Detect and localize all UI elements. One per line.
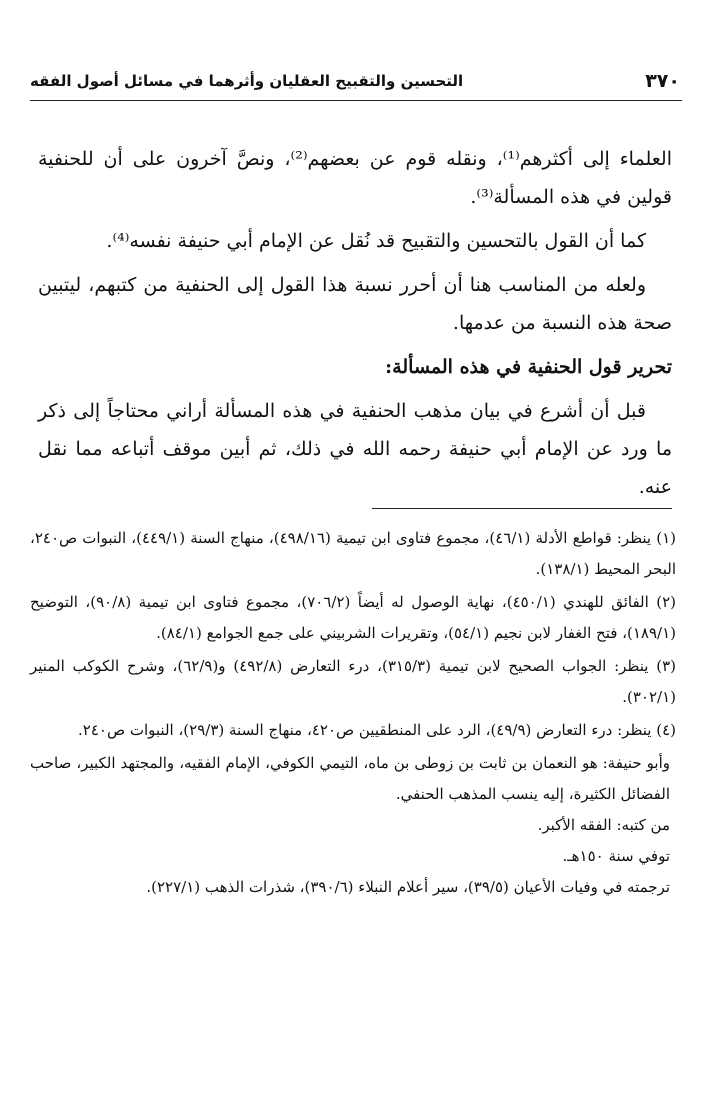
header-rule <box>30 100 682 101</box>
section-subheading: تحرير قول الحنفية في هذه المسألة: <box>385 356 672 378</box>
paragraph-1: العلماء إلى أكثرهم⁽¹⁾، ونقله قوم عن بعضهم⁽²⁾، ونصَّ آخرون على أن للحنفية قولين في هذه المسألة⁽³⁾. <box>38 148 672 208</box>
main-text <box>38 140 672 512</box>
paragraph-3: ولعله من المناسب هنا أن أحرر نسبة هذا القول إلى الحنفية من كتبهم، ليتبين صحة هذه النسبة من عدمها. <box>38 274 672 334</box>
footnote-death: توفي سنة ١٥٠هـ. <box>562 847 670 865</box>
footnote-sources: ترجمته في وفيات الأعيان (٣٩/٥)، سير أعلام النبلاء (٣٩٠/٦)، شذرات الذهب (٢٢٧/١). <box>146 878 670 896</box>
running-title: التحسين والتقبيح العقليان وأثرهما في مسائل أصول الفقه <box>30 72 464 90</box>
footnotes <box>30 523 676 903</box>
paragraph-4: قبل أن أشرع في بيان مذهب الحنفية في هذه المسألة أراني محتاجاً إلى ذكر ما ورد عن الإمام أبي حنيفة رحمه الله في ذلك، ثم أبين موقف أتباعه مما نقل عنه. <box>38 400 672 498</box>
footnote-2: (٢) الفائق للهندي (٤٥٠/١)، نهاية الوصول له أيضاً (٧٠٦/٢)، مجموع فتاوى ابن تيمية (٩٠/٨)، التوضيح (١٨٩/١)، فتح الغفار لابن نجيم (٥٤/١)، وتقريرات الشربيني على جمع الجوامع (٨٤/١). <box>30 593 676 642</box>
footnote-3: (٣) ينظر: الجواب الصحيح لابن تيمية (٣١٥/٣)، درء التعارض (٤٩٢/٨) و(٦٢/٩)، وشرح الكوكب المنير (٣٠٢/١). <box>30 657 676 706</box>
footnote-bio: وأبو حنيفة: هو النعمان بن ثابت بن زوطى بن ماه، التيمي الكوفي، الإمام الفقيه، والمجتهد الكبير، صاحب الفضائل الكثيرة، إليه ينسب المذهب الحنفي. <box>30 754 670 803</box>
page-header <box>30 70 682 100</box>
footnote-1: (١) ينظر: قواطع الأدلة (٤٦/١)، مجموع فتاوى ابن تيمية (٤٩٨/١٦)، منهاج السنة (٤٤٩/١)، النبوات ص٢٤٠، البحر المحيط (١٣٨/١). <box>30 529 676 578</box>
footnote-books: من كتبه: الفقه الأكبر. <box>537 816 670 834</box>
page-number: ٣٧٠ <box>645 70 680 92</box>
footnote-separator <box>372 508 672 509</box>
paragraph-2: كما أن القول بالتحسين والتقبيح قد نُقل عن الإمام أبي حنيفة نفسه⁽⁴⁾. <box>106 230 646 252</box>
footnote-4: (٤) ينظر: درء التعارض (٤٩/٩)، الرد على المنطقيين ص٤٢٠، منهاج السنة (٢٩/٣)، النبوات ص٢٤٠. <box>78 721 676 739</box>
